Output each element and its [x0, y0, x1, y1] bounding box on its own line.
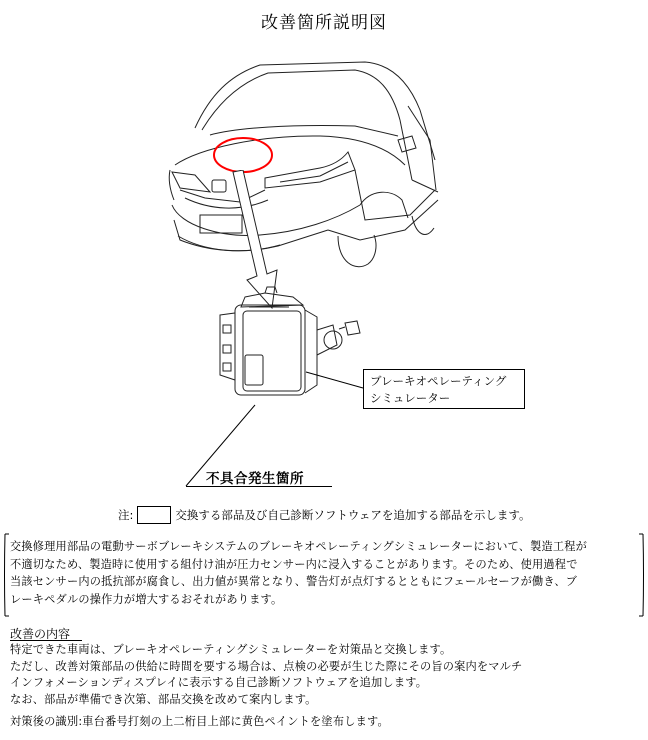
- improvement-line: なお、部品が準備でき次第、部品交換を改めて案内します。: [10, 692, 317, 706]
- failure-label-underline: [186, 486, 332, 487]
- improvement-line: インフォメーションディスプレイに表示する自己診断ソフトウェアを追加します。: [10, 676, 428, 690]
- improvement-line: ただし、改善対策部品の供給に時間を要する場合は、点検の必要が生じた際にその旨の案内をマルチ: [10, 659, 523, 673]
- improvement-content: [10, 642, 640, 708]
- page-title: 改善箇所説明図: [261, 13, 387, 33]
- note-legend-box: [137, 506, 171, 524]
- improvement-heading-underline: [10, 640, 82, 641]
- improvement-heading: 改善の内容: [10, 627, 71, 641]
- callout-label-line: シミュレーター: [370, 391, 451, 405]
- brake-simulator-part-illustration: [205, 285, 370, 405]
- note: [118, 506, 531, 524]
- failure-location-label: 不具合発生箇所: [206, 471, 304, 487]
- note-prefix: 注:: [118, 508, 134, 522]
- description-line: 当該センサー内の抵抗部が腐食し、出力値が異常となり、警告灯が点灯するとともにフェールセーフが働き、ブ: [10, 575, 578, 588]
- callout-label-box: [363, 369, 525, 409]
- car-illustration: [150, 40, 450, 280]
- note-text: 交換する部品及び自己診断ソフトウェアを追加する部品を示します。: [175, 508, 531, 522]
- callout-label-line: ブレーキオペレーティング: [370, 374, 507, 388]
- improvement-line: 特定できた車両は、ブレーキオペレーティングシミュレーターを対策品と交換します。: [10, 643, 452, 656]
- defect-description: [10, 538, 640, 608]
- highlight-circle: [214, 138, 272, 172]
- identification-note: 対策後の識別:車台番号打刻の上二桁目上部に黄色ペイントを塗布します。: [10, 715, 389, 728]
- description-line: レーキペダルの操作力が増大するおそれがあります。: [10, 592, 283, 606]
- description-line: 不適切なため、製造時に使用する組付け油が圧力センサー内に浸入することがあります。そのため、使用過程で: [10, 557, 578, 571]
- description-line: 交換修理用部品の電動サーボブレーキシステムのブレーキオペレーティングシミュレーターにおいて、製造工程が: [10, 540, 588, 553]
